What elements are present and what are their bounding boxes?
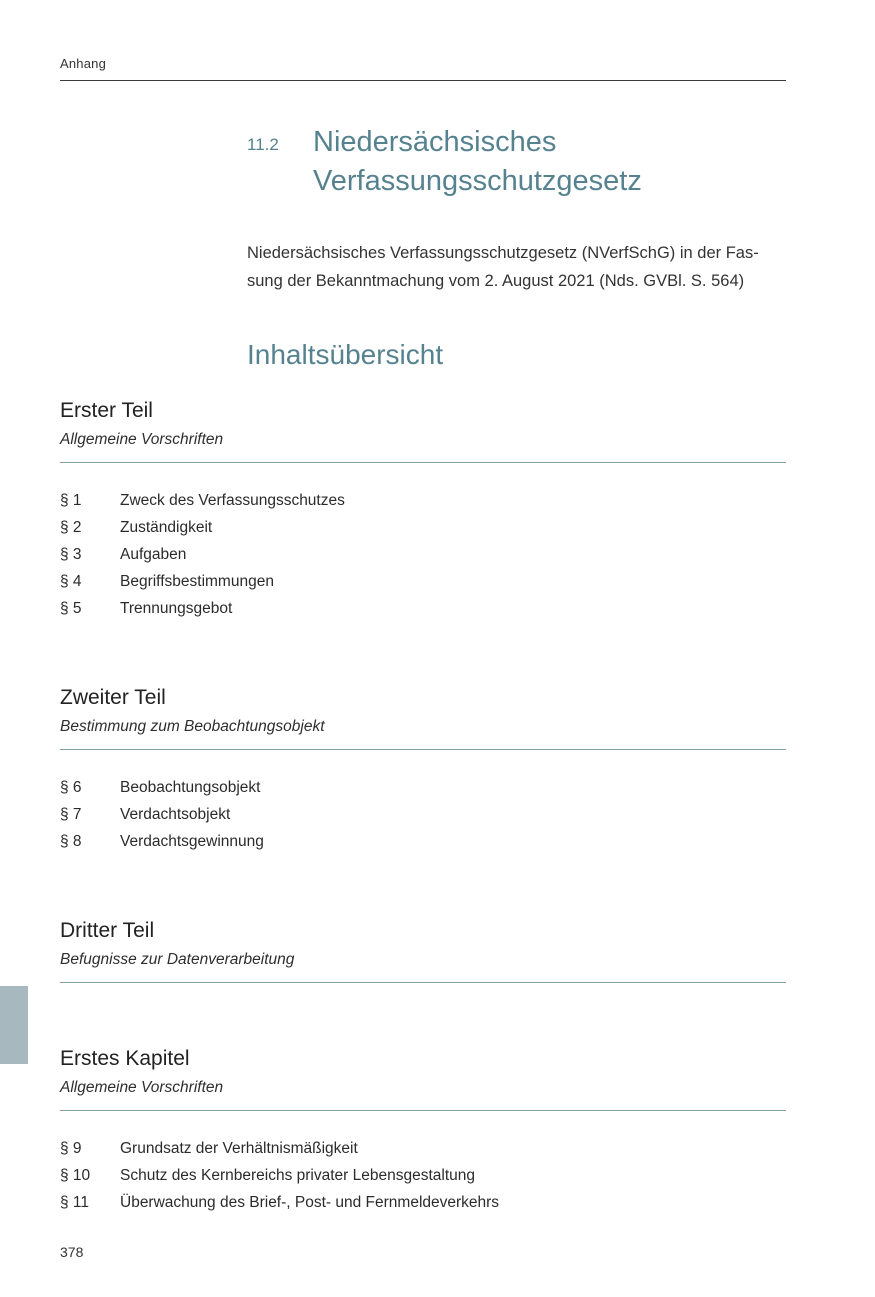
toc-entry [60,1162,786,1189]
entry-text: Zweck des Verfassungsschutzes [120,492,345,509]
toc-entry [60,568,786,595]
toc-section-zweiter-teil [60,686,786,855]
toc-entry [60,514,786,541]
entry-text: Überwachung des Brief-, Post- und Fernmeldeverkehrs [120,1194,500,1211]
section-entries [60,774,786,855]
chapter-tab-marker [0,986,28,1064]
section-rule [60,982,786,983]
entry-number: § 7 [60,806,82,823]
section-rule [60,462,786,463]
toc-entry [60,828,786,855]
toc-entry [60,1189,786,1216]
entry-text: Zuständigkeit [120,519,213,536]
entry-text: Schutz des Kernbereichs privater Lebensgestaltung [120,1167,475,1184]
entry-text: Verdachtsgewinnung [120,833,264,850]
entry-number: § 1 [60,492,82,509]
entry-number: § 2 [60,519,82,536]
chapter-title-line1: Niedersächsisches [313,126,557,158]
entry-number: § 4 [60,573,82,590]
running-header-label: Anhang [60,56,107,71]
page-number: 378 [60,1244,84,1260]
entry-text: Aufgaben [120,546,187,563]
intro-line2: sung der Bekanntmachung vom 2. August 2021 (Nds. GVBl. S. 564) [247,272,745,290]
toc-title: Inhaltsübersicht [247,339,444,370]
entry-text: Grundsatz der Verhältnismäßigkeit [120,1140,358,1157]
section-entries [60,1135,786,1216]
chapter-number: 11.2 [247,135,279,154]
entry-text: Begriffsbestimmungen [120,573,274,590]
entry-number: § 10 [60,1167,91,1184]
entry-text: Trennungsgebot [120,600,233,617]
section-rule [60,1110,786,1111]
toc-section-erstes-kapitel [60,1047,786,1216]
entry-text: Beobachtungsobjekt [120,779,261,796]
entry-number: § 9 [60,1140,82,1157]
toc-entry [60,487,786,514]
chapter-heading [247,123,786,201]
entry-number: § 11 [60,1194,90,1211]
entry-number: § 3 [60,546,82,563]
toc-entry [60,1135,786,1162]
toc-section-dritter-teil [60,919,786,983]
section-subtitle: Allgemeine Vorschriften [60,1079,224,1096]
section-title: Dritter Teil [60,919,155,942]
section-subtitle: Bestimmung zum Beobachtungsobjekt [60,718,325,735]
intro-line1: Niedersächsisches Verfassungsschutzgesetz (NVerfSchG) in der Fas- [247,244,759,262]
section-rule [60,749,786,750]
entry-text: Verdachtsobjekt [120,806,231,823]
running-header [60,56,786,81]
section-title: Erster Teil [60,399,153,422]
section-title: Erstes Kapitel [60,1047,190,1070]
section-subtitle: Allgemeine Vorschriften [60,431,224,448]
toc-entry [60,801,786,828]
intro-paragraph [247,239,786,295]
entry-number: § 8 [60,833,82,850]
table-of-contents [60,399,786,1216]
section-entries [60,487,786,622]
chapter-title-line2: Verfassungsschutzgesetz [313,165,642,197]
toc-entry [60,541,786,568]
section-subtitle: Befugnisse zur Datenverarbeitung [60,951,295,968]
entry-number: § 6 [60,779,82,796]
section-title: Zweiter Teil [60,686,166,709]
toc-section-erster-teil [60,399,786,622]
entry-number: § 5 [60,600,82,617]
toc-entry [60,595,786,622]
toc-entry [60,774,786,801]
chapter-title [313,123,642,201]
